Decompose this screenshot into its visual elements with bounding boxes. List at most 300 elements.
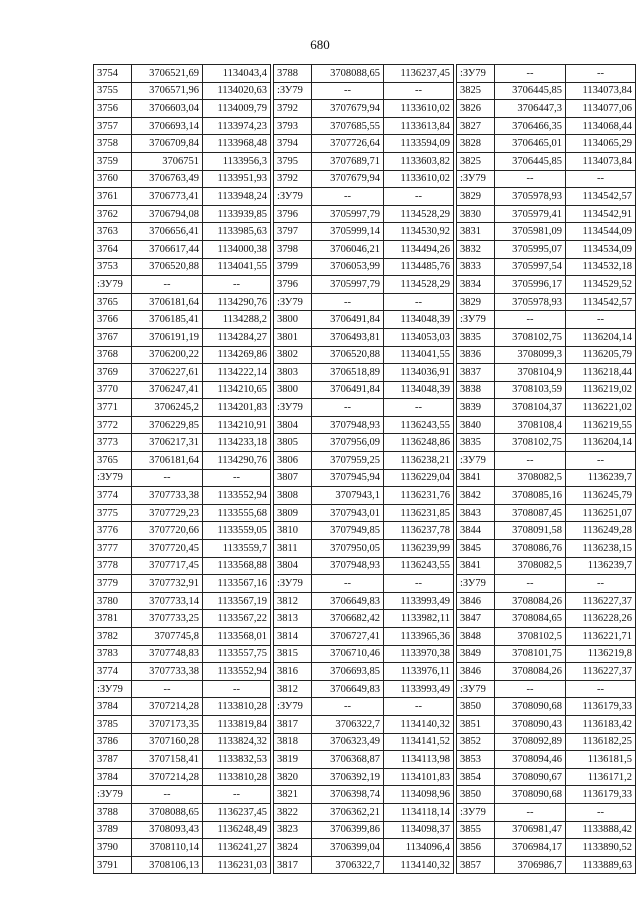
- y-coordinate-cell: 1134534,09: [566, 240, 636, 258]
- table-row: [94, 293, 271, 311]
- table-row: [274, 645, 454, 663]
- y-coordinate-cell: 1134201,83: [203, 399, 271, 417]
- y-coordinate-cell: --: [566, 170, 636, 188]
- x-coordinate-cell: 3706693,85: [312, 663, 384, 681]
- point-number-cell: 3829: [457, 293, 495, 311]
- x-coordinate-cell: 3705996,17: [495, 276, 566, 294]
- x-coordinate-cell: --: [132, 786, 203, 804]
- table-row: [94, 540, 271, 558]
- y-coordinate-cell: 1136238,21: [384, 452, 454, 470]
- table-row: [274, 504, 454, 522]
- table-row: [274, 540, 454, 558]
- table-row: [457, 293, 636, 311]
- table-row: [457, 276, 636, 294]
- x-coordinate-cell: 3706649,83: [312, 680, 384, 698]
- table-row: [274, 733, 454, 751]
- point-number-cell: 3843: [457, 504, 495, 522]
- x-coordinate-cell: --: [495, 65, 566, 83]
- point-number-cell: 3830: [457, 205, 495, 223]
- table-row: [94, 434, 271, 452]
- y-coordinate-cell: 1134068,44: [566, 117, 636, 135]
- table-row: [94, 170, 271, 188]
- point-number-cell: 3753: [94, 258, 132, 276]
- table-row: [274, 135, 454, 153]
- point-number-cell: 3770: [94, 381, 132, 399]
- y-coordinate-cell: 1136239,7: [566, 469, 636, 487]
- y-coordinate-cell: 1133939,85: [203, 205, 271, 223]
- table-row: [274, 628, 454, 646]
- table-row: [274, 663, 454, 681]
- point-number-cell: 3824: [274, 839, 312, 857]
- table-row: [457, 645, 636, 663]
- table-row: [457, 188, 636, 206]
- x-coordinate-cell: 3708102,5: [495, 628, 566, 646]
- point-number-cell: 3788: [94, 803, 132, 821]
- table-row: [274, 575, 454, 593]
- y-coordinate-cell: 1134284,27: [203, 328, 271, 346]
- y-coordinate-cell: 1136248,49: [203, 821, 271, 839]
- y-coordinate-cell: --: [203, 680, 271, 698]
- table-row: [94, 557, 271, 575]
- table-row: [94, 258, 271, 276]
- point-number-cell: 3805: [274, 434, 312, 452]
- y-coordinate-cell: 1134041,55: [203, 258, 271, 276]
- point-number-cell: 3833: [457, 258, 495, 276]
- point-number-cell: 3813: [274, 610, 312, 628]
- point-number-cell: 3792: [274, 170, 312, 188]
- x-coordinate-cell: 3708103,59: [495, 381, 566, 399]
- table-row: [274, 258, 454, 276]
- table-row: [457, 346, 636, 364]
- y-coordinate-cell: 1133889,63: [566, 856, 636, 874]
- x-coordinate-cell: --: [495, 575, 566, 593]
- x-coordinate-cell: 3706245,2: [132, 399, 203, 417]
- table-row: [457, 751, 636, 769]
- y-coordinate-cell: 1133613,84: [384, 117, 454, 135]
- point-number-cell: 3800: [274, 311, 312, 329]
- table-row: [457, 786, 636, 804]
- x-coordinate-cell: 3707748,83: [132, 645, 203, 663]
- x-coordinate-cell: 3706392,19: [312, 768, 384, 786]
- x-coordinate-cell: 3707733,25: [132, 610, 203, 628]
- point-number-cell: 3827: [457, 117, 495, 135]
- table-row: [274, 487, 454, 505]
- point-number-cell: 3789: [94, 821, 132, 839]
- table-row: [94, 276, 271, 294]
- table-row: [457, 65, 636, 83]
- point-number-cell: 3847: [457, 610, 495, 628]
- y-coordinate-cell: 1136182,25: [566, 733, 636, 751]
- point-number-cell: 3769: [94, 364, 132, 382]
- point-number-cell: 3804: [274, 416, 312, 434]
- table-row: [457, 680, 636, 698]
- table-row: [457, 434, 636, 452]
- y-coordinate-cell: 1136237,78: [384, 522, 454, 540]
- y-coordinate-cell: 1134101,83: [384, 768, 454, 786]
- point-number-cell: :ЗУ79: [94, 276, 132, 294]
- y-coordinate-cell: 1136239,7: [566, 557, 636, 575]
- y-coordinate-cell: 1136221,71: [566, 628, 636, 646]
- y-coordinate-cell: 1133985,63: [203, 223, 271, 241]
- x-coordinate-cell: 3707733,38: [132, 487, 203, 505]
- table-row: [94, 504, 271, 522]
- x-coordinate-cell: 3708082,5: [495, 557, 566, 575]
- y-coordinate-cell: 1136237,45: [203, 803, 271, 821]
- x-coordinate-cell: 3706466,35: [495, 117, 566, 135]
- point-number-cell: 3801: [274, 328, 312, 346]
- y-coordinate-cell: 1134041,55: [384, 346, 454, 364]
- table-row: [274, 592, 454, 610]
- x-coordinate-cell: 3707945,94: [312, 469, 384, 487]
- point-number-cell: 3855: [457, 821, 495, 839]
- y-coordinate-cell: 1133888,42: [566, 821, 636, 839]
- point-number-cell: 3775: [94, 504, 132, 522]
- point-number-cell: 3838: [457, 381, 495, 399]
- x-coordinate-cell: 3707948,93: [312, 416, 384, 434]
- point-number-cell: 3793: [274, 117, 312, 135]
- point-number-cell: 3816: [274, 663, 312, 681]
- x-coordinate-cell: 3708082,5: [495, 469, 566, 487]
- x-coordinate-cell: 3708108,4: [495, 416, 566, 434]
- point-number-cell: 3809: [274, 504, 312, 522]
- point-number-cell: :ЗУ79: [457, 575, 495, 593]
- point-number-cell: :ЗУ79: [457, 680, 495, 698]
- x-coordinate-cell: 3707214,28: [132, 698, 203, 716]
- point-number-cell: 3832: [457, 240, 495, 258]
- x-coordinate-cell: 3707685,55: [312, 117, 384, 135]
- page-number: 680: [310, 37, 330, 52]
- point-number-cell: :ЗУ79: [274, 399, 312, 417]
- y-coordinate-cell: --: [384, 82, 454, 100]
- point-number-cell: 3790: [94, 839, 132, 857]
- table-row: [94, 839, 271, 857]
- table-row: [274, 452, 454, 470]
- table-row: [274, 346, 454, 364]
- point-number-cell: 3799: [274, 258, 312, 276]
- table-row: [94, 645, 271, 663]
- table-row: [94, 188, 271, 206]
- point-number-cell: 3777: [94, 540, 132, 558]
- point-number-cell: 3815: [274, 645, 312, 663]
- x-coordinate-cell: 3706682,42: [312, 610, 384, 628]
- point-number-cell: 3828: [457, 135, 495, 153]
- point-number-cell: 3774: [94, 663, 132, 681]
- y-coordinate-cell: --: [203, 469, 271, 487]
- point-number-cell: 3817: [274, 856, 312, 874]
- table-row: [94, 592, 271, 610]
- point-number-cell: 3761: [94, 188, 132, 206]
- table-row: [94, 522, 271, 540]
- x-coordinate-cell: 3707943,1: [312, 487, 384, 505]
- point-number-cell: 3778: [94, 557, 132, 575]
- y-coordinate-cell: 1136219,8: [566, 645, 636, 663]
- y-coordinate-cell: 1133968,48: [203, 135, 271, 153]
- point-number-cell: 3810: [274, 522, 312, 540]
- y-coordinate-cell: --: [384, 188, 454, 206]
- point-number-cell: :ЗУ79: [457, 170, 495, 188]
- point-number-cell: 3846: [457, 592, 495, 610]
- point-number-cell: 3850: [457, 786, 495, 804]
- y-coordinate-cell: 1134140,32: [384, 856, 454, 874]
- y-coordinate-cell: 1134542,57: [566, 293, 636, 311]
- y-coordinate-cell: 1134222,14: [203, 364, 271, 382]
- table-row: [457, 240, 636, 258]
- x-coordinate-cell: 3707160,28: [132, 733, 203, 751]
- point-number-cell: 3841: [457, 469, 495, 487]
- table-row: [94, 856, 271, 874]
- table-row: [274, 152, 454, 170]
- point-number-cell: 3812: [274, 592, 312, 610]
- point-number-cell: :ЗУ79: [457, 803, 495, 821]
- point-number-cell: 3754: [94, 65, 132, 83]
- y-coordinate-cell: 1136219,02: [566, 381, 636, 399]
- table-row: [457, 364, 636, 382]
- y-coordinate-cell: 1134141,52: [384, 733, 454, 751]
- x-coordinate-cell: 3706520,88: [312, 346, 384, 364]
- point-number-cell: 3853: [457, 751, 495, 769]
- table-row: [274, 65, 454, 83]
- point-number-cell: 3792: [274, 100, 312, 118]
- table-row: [94, 205, 271, 223]
- x-coordinate-cell: --: [312, 399, 384, 417]
- y-coordinate-cell: --: [384, 575, 454, 593]
- x-coordinate-cell: 3708090,43: [495, 715, 566, 733]
- y-coordinate-cell: 1134528,29: [384, 276, 454, 294]
- x-coordinate-cell: 3706046,21: [312, 240, 384, 258]
- point-number-cell: 3771: [94, 399, 132, 417]
- y-coordinate-cell: 1133555,68: [203, 504, 271, 522]
- point-number-cell: 3756: [94, 100, 132, 118]
- table-row: [94, 628, 271, 646]
- point-number-cell: 3788: [274, 65, 312, 83]
- y-coordinate-cell: 1133970,38: [384, 645, 454, 663]
- y-coordinate-cell: 1134530,92: [384, 223, 454, 241]
- y-coordinate-cell: 1136179,33: [566, 698, 636, 716]
- x-coordinate-cell: 3705999,14: [312, 223, 384, 241]
- table-row: [274, 205, 454, 223]
- y-coordinate-cell: 1134065,29: [566, 135, 636, 153]
- y-coordinate-cell: 1133948,24: [203, 188, 271, 206]
- y-coordinate-cell: 1136219,55: [566, 416, 636, 434]
- y-coordinate-cell: 1134290,76: [203, 452, 271, 470]
- x-coordinate-cell: --: [312, 575, 384, 593]
- point-number-cell: 3841: [457, 557, 495, 575]
- x-coordinate-cell: --: [495, 803, 566, 821]
- table-row: [457, 452, 636, 470]
- table-row: [274, 768, 454, 786]
- point-number-cell: 3840: [457, 416, 495, 434]
- table-row: [94, 100, 271, 118]
- x-coordinate-cell: 3706185,41: [132, 311, 203, 329]
- table-row: [457, 152, 636, 170]
- x-coordinate-cell: 3708090,68: [495, 698, 566, 716]
- table-row: [457, 170, 636, 188]
- x-coordinate-cell: 3708088,65: [312, 65, 384, 83]
- x-coordinate-cell: 3706217,31: [132, 434, 203, 452]
- table-row: [274, 364, 454, 382]
- x-coordinate-cell: 3706727,41: [312, 628, 384, 646]
- y-coordinate-cell: 1136241,27: [203, 839, 271, 857]
- x-coordinate-cell: --: [132, 680, 203, 698]
- y-coordinate-cell: 1134073,84: [566, 82, 636, 100]
- y-coordinate-cell: 1136171,2: [566, 768, 636, 786]
- point-number-cell: 3759: [94, 152, 132, 170]
- x-coordinate-cell: 3705978,93: [495, 293, 566, 311]
- point-number-cell: 3836: [457, 346, 495, 364]
- table-row: [94, 152, 271, 170]
- table-row: [274, 610, 454, 628]
- y-coordinate-cell: 1133832,53: [203, 751, 271, 769]
- y-coordinate-cell: 1134036,91: [384, 364, 454, 382]
- y-coordinate-cell: 1136227,37: [566, 592, 636, 610]
- point-number-cell: 3765: [94, 452, 132, 470]
- table-row: [457, 504, 636, 522]
- table-row: [457, 610, 636, 628]
- point-number-cell: 3757: [94, 117, 132, 135]
- table-row: [457, 100, 636, 118]
- x-coordinate-cell: 3706227,61: [132, 364, 203, 382]
- y-coordinate-cell: 1133610,02: [384, 170, 454, 188]
- table-row: [274, 715, 454, 733]
- point-number-cell: :ЗУ79: [274, 82, 312, 100]
- x-coordinate-cell: 3707949,85: [312, 522, 384, 540]
- x-coordinate-cell: 3705997,79: [312, 205, 384, 223]
- point-number-cell: :ЗУ79: [457, 311, 495, 329]
- table-row: [274, 188, 454, 206]
- x-coordinate-cell: 3706362,21: [312, 803, 384, 821]
- y-coordinate-cell: 1134290,76: [203, 293, 271, 311]
- y-coordinate-cell: 1134048,39: [384, 381, 454, 399]
- y-coordinate-cell: 1133567,22: [203, 610, 271, 628]
- table-row: [274, 223, 454, 241]
- point-number-cell: 3800: [274, 381, 312, 399]
- point-number-cell: 3798: [274, 240, 312, 258]
- point-number-cell: 3796: [274, 205, 312, 223]
- table-row: [94, 364, 271, 382]
- point-number-cell: 3849: [457, 645, 495, 663]
- table-row: [94, 65, 271, 83]
- x-coordinate-cell: 3708110,14: [132, 839, 203, 857]
- x-coordinate-cell: 3707956,09: [312, 434, 384, 452]
- y-coordinate-cell: 1136239,99: [384, 540, 454, 558]
- point-number-cell: 3844: [457, 522, 495, 540]
- x-coordinate-cell: 3707679,94: [312, 170, 384, 188]
- x-coordinate-cell: 3707720,66: [132, 522, 203, 540]
- point-number-cell: :ЗУ79: [274, 188, 312, 206]
- point-number-cell: 3839: [457, 399, 495, 417]
- y-coordinate-cell: 1134000,38: [203, 240, 271, 258]
- y-coordinate-cell: 1134140,32: [384, 715, 454, 733]
- point-number-cell: 3837: [457, 364, 495, 382]
- table-row: [274, 557, 454, 575]
- x-coordinate-cell: --: [132, 469, 203, 487]
- table-row: [457, 205, 636, 223]
- x-coordinate-cell: 3708084,26: [495, 663, 566, 681]
- table-row: [274, 82, 454, 100]
- y-coordinate-cell: 1136231,76: [384, 487, 454, 505]
- point-number-cell: 3787: [94, 751, 132, 769]
- y-coordinate-cell: --: [384, 399, 454, 417]
- table-row: [94, 399, 271, 417]
- table-row: [94, 328, 271, 346]
- x-coordinate-cell: 3707726,64: [312, 135, 384, 153]
- x-coordinate-cell: 3706323,49: [312, 733, 384, 751]
- y-coordinate-cell: 1136243,55: [384, 416, 454, 434]
- table-row: [457, 839, 636, 857]
- x-coordinate-cell: 3707214,28: [132, 768, 203, 786]
- y-coordinate-cell: 1134544,09: [566, 223, 636, 241]
- table-row: [94, 698, 271, 716]
- table-row: [457, 469, 636, 487]
- table-row: [274, 416, 454, 434]
- table-row: [457, 487, 636, 505]
- y-coordinate-cell: 1134098,96: [384, 786, 454, 804]
- x-coordinate-cell: 3706181,64: [132, 452, 203, 470]
- x-coordinate-cell: 3706322,7: [312, 715, 384, 733]
- table-row: [274, 856, 454, 874]
- y-coordinate-cell: 1136218,44: [566, 364, 636, 382]
- point-number-cell: 3781: [94, 610, 132, 628]
- y-coordinate-cell: 1133956,3: [203, 152, 271, 170]
- y-coordinate-cell: --: [566, 803, 636, 821]
- y-coordinate-cell: 1134073,84: [566, 152, 636, 170]
- x-coordinate-cell: 3706710,46: [312, 645, 384, 663]
- point-number-cell: 3825: [457, 152, 495, 170]
- table-row: [274, 803, 454, 821]
- table-row: [274, 240, 454, 258]
- table-row: [457, 328, 636, 346]
- x-coordinate-cell: 3705978,93: [495, 188, 566, 206]
- x-coordinate-cell: 3707158,41: [132, 751, 203, 769]
- table-row: [457, 258, 636, 276]
- table-row: [274, 786, 454, 804]
- x-coordinate-cell: 3707745,8: [132, 628, 203, 646]
- y-coordinate-cell: --: [384, 293, 454, 311]
- point-number-cell: 3766: [94, 311, 132, 329]
- table-row: [457, 311, 636, 329]
- y-coordinate-cell: --: [203, 786, 271, 804]
- point-number-cell: 3821: [274, 786, 312, 804]
- point-number-cell: 3779: [94, 575, 132, 593]
- point-number-cell: 3854: [457, 768, 495, 786]
- point-number-cell: 3807: [274, 469, 312, 487]
- table-row: [94, 751, 271, 769]
- x-coordinate-cell: 3707732,91: [132, 575, 203, 593]
- x-coordinate-cell: 3708084,26: [495, 592, 566, 610]
- x-coordinate-cell: 3707733,14: [132, 592, 203, 610]
- point-number-cell: 3845: [457, 540, 495, 558]
- point-number-cell: 3851: [457, 715, 495, 733]
- point-number-cell: 3794: [274, 135, 312, 153]
- point-number-cell: :ЗУ79: [94, 680, 132, 698]
- table-row: [274, 276, 454, 294]
- point-number-cell: 3804: [274, 557, 312, 575]
- x-coordinate-cell: 3708102,75: [495, 434, 566, 452]
- table-row: [274, 469, 454, 487]
- point-number-cell: 3780: [94, 592, 132, 610]
- coordinates-table-column-3: [456, 64, 636, 874]
- point-number-cell: 3772: [94, 416, 132, 434]
- point-number-cell: 3856: [457, 839, 495, 857]
- table-row: [457, 592, 636, 610]
- point-number-cell: 3797: [274, 223, 312, 241]
- point-number-cell: 3784: [94, 768, 132, 786]
- y-coordinate-cell: 1134043,4: [203, 65, 271, 83]
- x-coordinate-cell: 3708094,46: [495, 751, 566, 769]
- table-row: [457, 381, 636, 399]
- table-row: [94, 311, 271, 329]
- point-number-cell: 3848: [457, 628, 495, 646]
